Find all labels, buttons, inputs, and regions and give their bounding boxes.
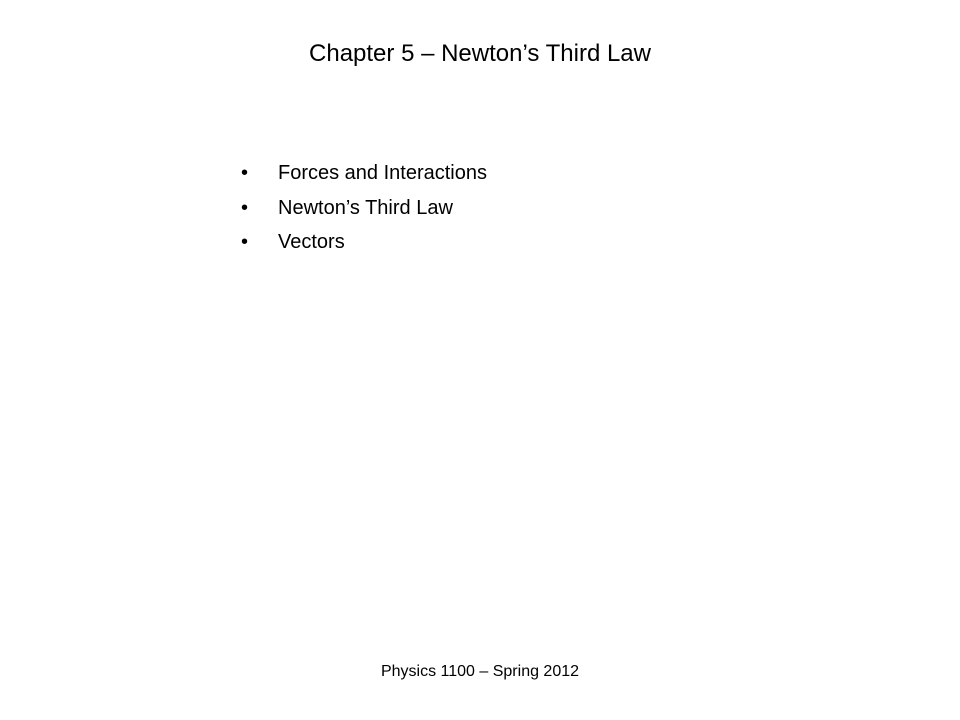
bullet-icon: • xyxy=(241,231,249,253)
slide-title: Chapter 5 – Newton’s Third Law xyxy=(309,40,651,67)
slide-footer: Physics 1100 – Spring 2012 xyxy=(380,663,580,680)
bullet-icon: • xyxy=(241,196,249,219)
bullet-icon: • xyxy=(241,162,249,184)
bullet-text: Vectors xyxy=(278,231,345,253)
bullet-text: Newton’s Third Law xyxy=(278,196,453,219)
bullet-text: Forces and Interactions xyxy=(278,162,487,184)
